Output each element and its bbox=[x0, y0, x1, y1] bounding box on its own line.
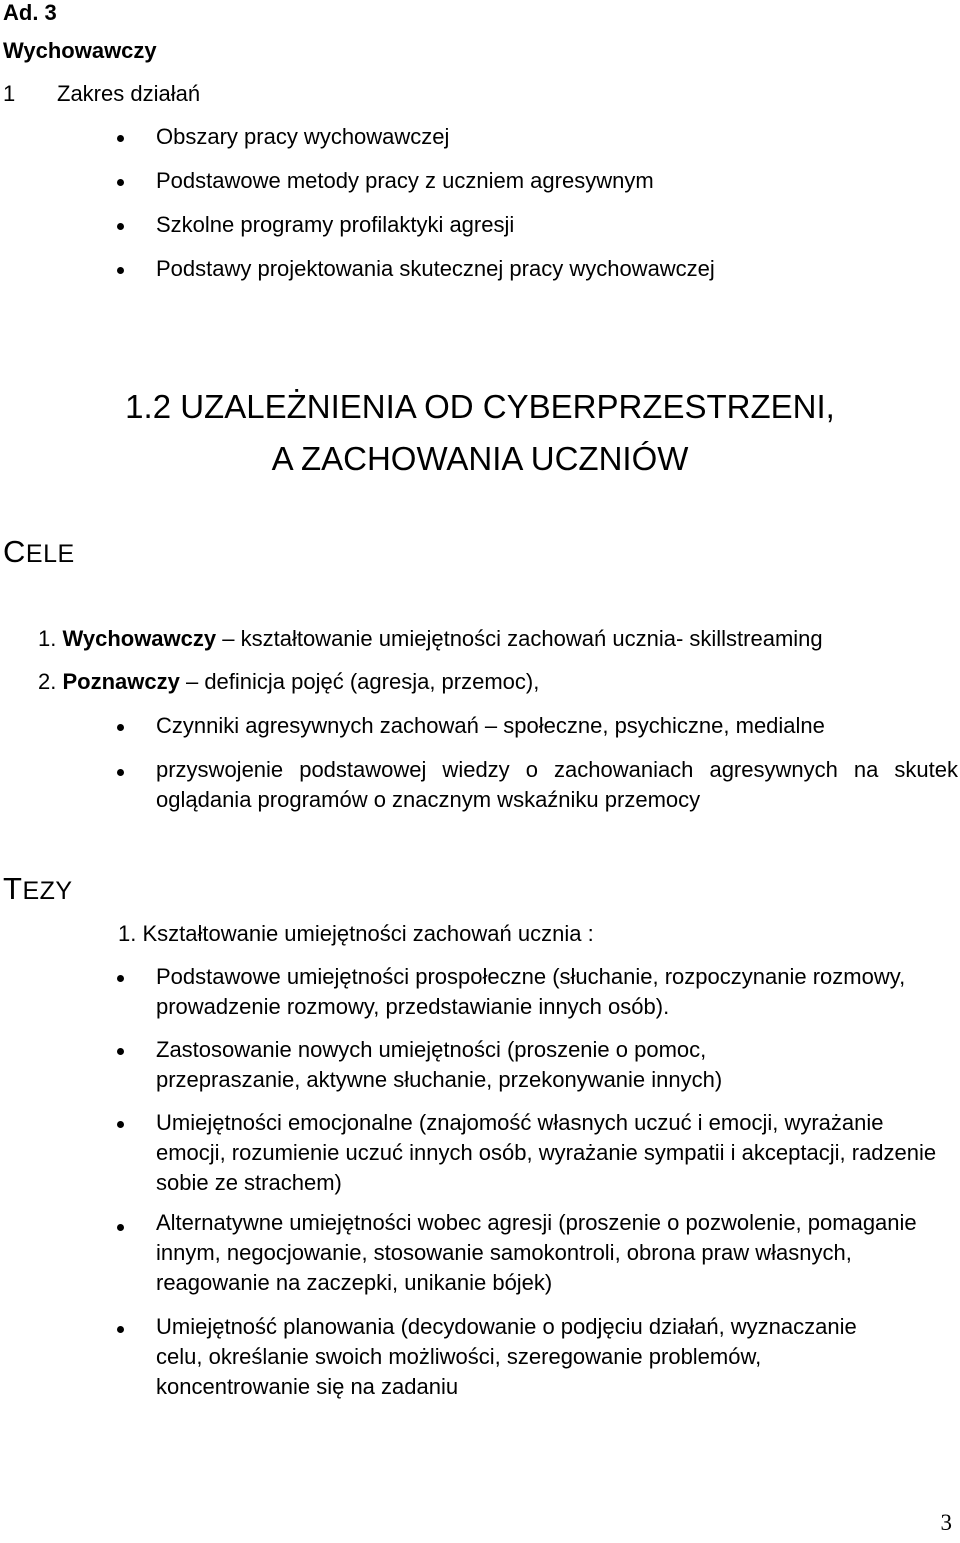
list-item: Podstawowe umiejętności prospołeczne (słuchanie, rozpoczynanie rozmowy, prowadzenie rozmowy, przedstawianie innych osób). bbox=[156, 964, 906, 1019]
cele-heading: CELE bbox=[3, 534, 75, 569]
topic-title-line2: A ZACHOWANIA UCZNIÓW bbox=[271, 440, 689, 477]
ad-label: Ad. 3 bbox=[3, 0, 57, 25]
goal-text: – definicja pojęć (agresja, przemoc), bbox=[179, 669, 540, 694]
list-item: Szkolne programy profilaktyki agresji bbox=[156, 212, 515, 237]
goal-number: 1. bbox=[38, 626, 57, 651]
list-item: Umiejętności emocjonalne (znajomość własnych uczuć i emocji, wyrażanie emocji, rozumienie uczuć innych osób, wyrażanie sympatii i akceptacji, radzenie sobie ze strachem) bbox=[156, 1110, 937, 1195]
section-title: Zakres działań bbox=[57, 81, 201, 106]
goal-number: 2. bbox=[38, 669, 57, 694]
list-item: Umiejętność planowania (decydowanie o podjęciu działań, wyznaczanie celu, określanie swoich możliwości, szeregowanie problemów, koncentrowanie się na zadaniu bbox=[156, 1314, 857, 1399]
list-item: Alternatywne umiejętności wobec agresji (proszenie o pozwolenie, pomaganie innym, negocjowanie, stosowanie samokontroli, obrona praw własnych, reagowanie na zaczepki, unikanie bójek) bbox=[156, 1210, 917, 1295]
goal-text: – kształtowanie umiejętności zachowań ucznia- skillstreaming bbox=[216, 626, 823, 651]
bullet-icon bbox=[117, 724, 124, 731]
bullet-icon bbox=[117, 135, 124, 142]
list-item: Podstawy projektowania skutecznej pracy wychowawczej bbox=[156, 256, 715, 281]
tezy-heading: TEZY bbox=[3, 871, 73, 906]
bullet-icon bbox=[117, 223, 124, 230]
bullet-icon bbox=[117, 179, 124, 186]
module-title: Wychowawczy bbox=[3, 38, 157, 63]
section-number: 1 bbox=[3, 81, 16, 106]
bullet-icon bbox=[117, 1121, 124, 1128]
goal-name: Poznawczy bbox=[62, 669, 180, 694]
bullet-icon bbox=[117, 975, 124, 982]
goal-1 bbox=[38, 626, 823, 652]
list-item: Obszary pracy wychowawczej bbox=[156, 124, 450, 149]
bullet-icon bbox=[117, 1326, 124, 1333]
goal-2 bbox=[38, 669, 539, 695]
bullet-icon bbox=[117, 1048, 124, 1055]
bullet-icon bbox=[117, 769, 124, 776]
bullet-icon bbox=[117, 1224, 124, 1231]
tezy-subtitle: 1. Kształtowanie umiejętności zachowań ucznia : bbox=[118, 921, 594, 946]
topic-title-line1: 1.2 UZALEŻNIENIA OD CYBERPRZESTRZENI, bbox=[125, 388, 835, 425]
list-item: Zastosowanie nowych umiejętności (proszenie o pomoc, przepraszanie, aktywne słuchanie, przekonywanie innych) bbox=[156, 1037, 723, 1092]
goal-name: Wychowawczy bbox=[62, 626, 217, 651]
list-item: Czynniki agresywnych zachowań – społeczne, psychiczne, medialne bbox=[156, 713, 825, 738]
list-item: Podstawowe metody pracy z uczniem agresywnym bbox=[156, 168, 654, 193]
list-item: przyswojenie podstawowej wiedzy o zachowaniach agresywnych na skutek oglądania programów o znacznym wskaźniku przemocy bbox=[156, 757, 958, 812]
page-number: 3 bbox=[940, 1510, 952, 1535]
bullet-icon bbox=[117, 267, 124, 274]
